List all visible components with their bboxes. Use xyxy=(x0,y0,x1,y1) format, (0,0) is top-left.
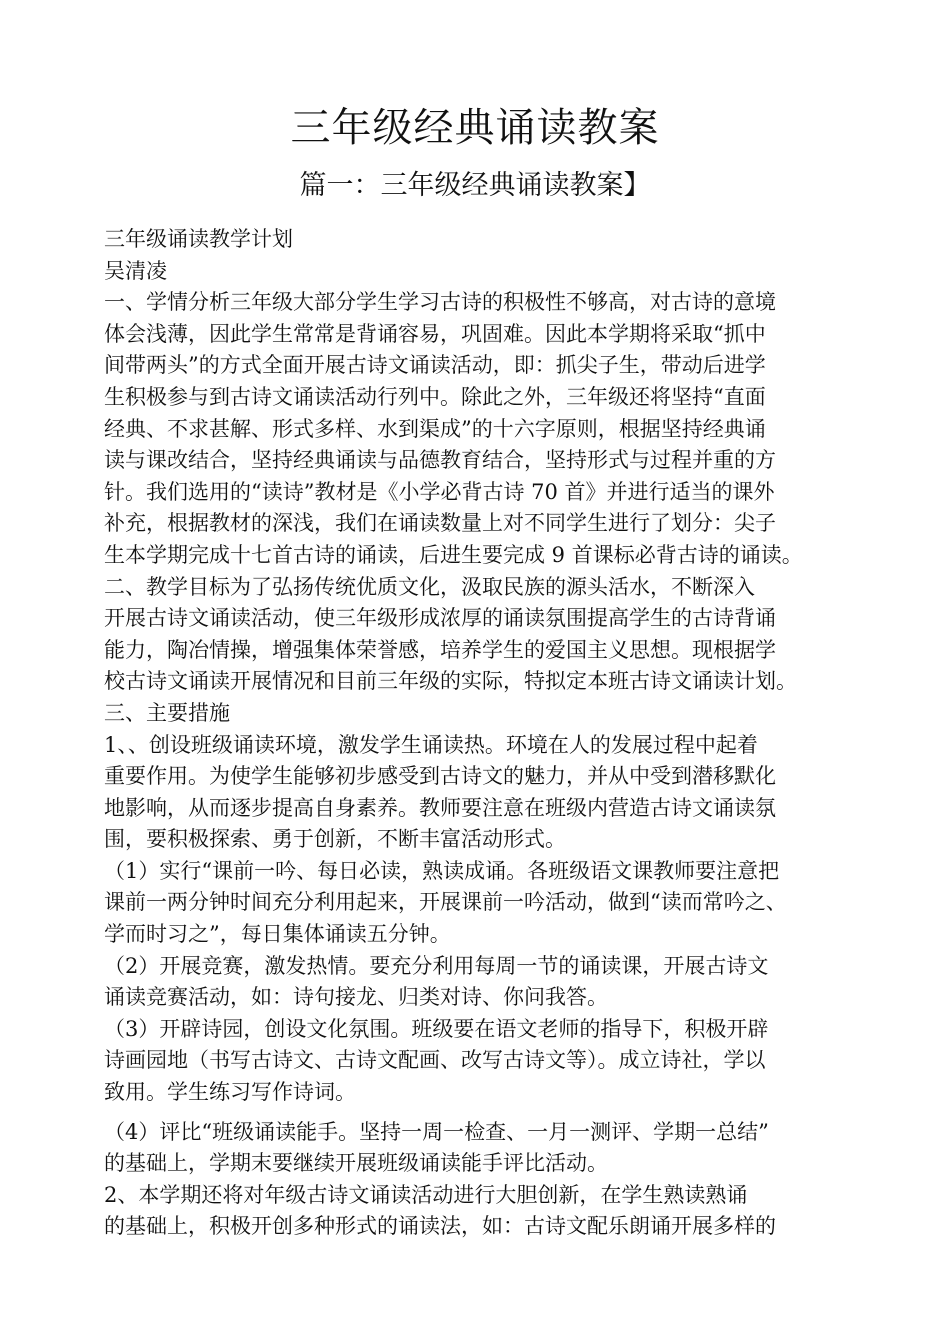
body-line: 能力，陶冶情操，增强集体荣誉感，培养学生的爱国主义思想。现根据学 xyxy=(104,637,776,662)
body-line: 诗画园地（书写古诗文、古诗文配画、改写古诗文等）。成立诗社，学以 xyxy=(104,1048,766,1073)
body-line: 二、教学目标为了弘扬传统优质文化，汲取民族的源头活水，不断深入 xyxy=(104,574,755,599)
body-line: 地影响，从而逐步提高自身素养。教师要注意在班级内营造古诗文诵读氛 xyxy=(104,795,776,820)
body-line: （1）实行“课前一吟、每日必读，熟读成诵。各班级语文课教师要注意把 xyxy=(104,858,780,883)
body-line: 生本学期完成十七首古诗的诵读，后进生要完成 9 首课标必背古诗的诵读。 xyxy=(104,542,803,567)
body-line: 经典、不求甚解、形式多样、水到渠成”的十六字原则，根据坚持经典诵 xyxy=(104,416,766,441)
body-line: 一、学情分析三年级大部分学生学习古诗的积极性不够高，对古诗的意境 xyxy=(104,290,776,315)
body-line: 1、、创设班级诵读环境，激发学生诵读热。环境在人的发展过程中起着 xyxy=(104,732,758,757)
body-line: 致用。学生练习写作诗词。 xyxy=(104,1080,356,1105)
body-line: 2、本学期还将对年级古诗文诵读活动进行大胆创新，在学生熟读熟诵 xyxy=(104,1182,748,1207)
body-line: 的基础上，积极开创多种形式的诵读法，如：古诗文配乐朗诵开展多样的 xyxy=(104,1214,776,1239)
body-line: 课前一两分钟时间充分利用起来，开展课前一吟活动，做到“读而常吟之、 xyxy=(104,890,787,915)
paragraph-gap xyxy=(104,1109,874,1117)
body-line: （2）开展竞赛，激发热情。要充分利用每周一节的诵读课，开展古诗文 xyxy=(104,953,769,978)
body-line: 校古诗文诵读开展情况和目前三年级的实际，特拟定本班古诗文诵读计划。 xyxy=(104,669,797,694)
body-line: 重要作用。为使学生能够初步感受到古诗文的魅力，并从中受到潜移默化 xyxy=(104,764,776,789)
body-line: 围，要积极探索、勇于创新，不断丰富活动形式。 xyxy=(104,827,566,852)
body-line: 补充，根据教材的深浅，我们在诵读数量上对不同学生进行了划分：尖子 xyxy=(104,511,776,536)
body-line: 读与课改结合，坚持经典诵读与品德教育结合，坚持形式与过程并重的方 xyxy=(104,448,776,473)
document-subtitle: 篇一：三年级经典诵读教案】 xyxy=(299,170,651,201)
body-line: （4）评比“班级诵读能手。坚持一周一检查、一月一测评、学期一总结” xyxy=(104,1119,769,1144)
body-line: 三、主要措施 xyxy=(104,700,230,725)
body-line: 三年级诵读教学计划 xyxy=(104,227,293,251)
body-line: 开展古诗文诵读活动，使三年级形成浓厚的诵读氛围提高学生的古诗背诵 xyxy=(104,606,776,631)
body-line: 间带两头”的方式全面开展古诗文诵读活动，即：抓尖子生，带动后进学 xyxy=(104,353,766,378)
document-title: 三年级经典诵读教案 xyxy=(290,105,660,151)
body-line: 的基础上，学期末要继续开展班级诵读能手评比活动。 xyxy=(104,1151,608,1176)
body-line: 诵读竞赛活动，如：诗句接龙、归类对诗、你问我答。 xyxy=(104,985,608,1010)
body-line: 吴清凌 xyxy=(104,258,167,283)
body-line: 生积极参与到古诗文诵读活动行列中。除此之外，三年级还将坚持“直面 xyxy=(104,384,766,409)
body-line: 针。我们选用的“读诗”教材是《小学必背古诗 70 首》并进行适当的课外 xyxy=(104,479,775,504)
body-line: 学而时习之”，每日集体诵读五分钟。 xyxy=(104,922,451,947)
body-line: （3）开辟诗园，创设文化氛围。班级要在语文老师的指导下，积极开辟 xyxy=(104,1016,769,1041)
document-body xyxy=(104,224,874,1243)
body-line: 体会浅薄，因此学生常常是背诵容易，巩固难。因此本学期将采取“抓中 xyxy=(104,321,766,346)
